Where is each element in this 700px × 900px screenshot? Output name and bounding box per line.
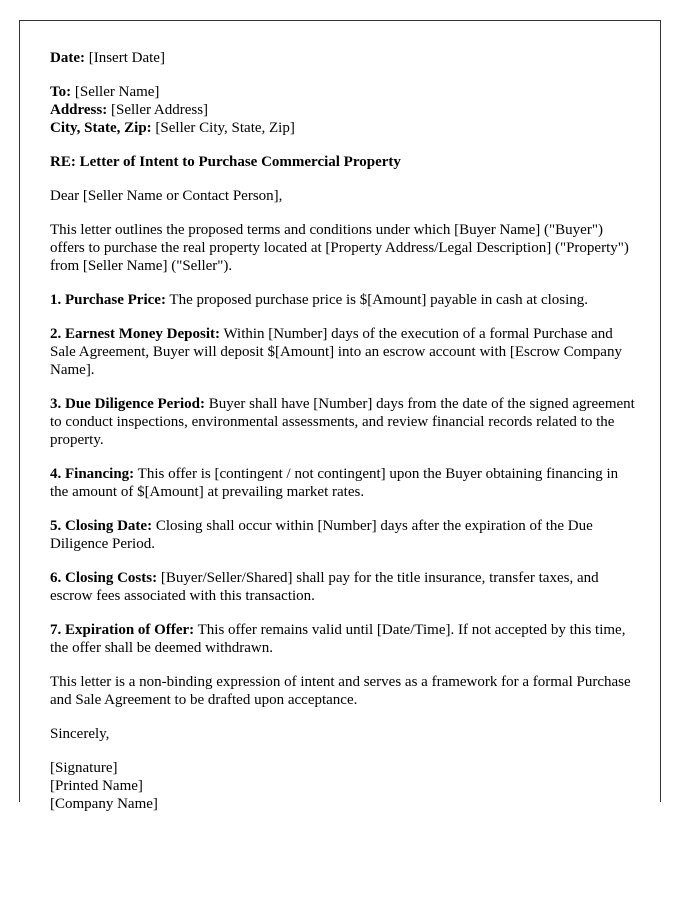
to-value: [Seller Name] bbox=[74, 84, 160, 100]
term-label: 2. Earnest Money Deposit: bbox=[50, 326, 220, 342]
date-line bbox=[50, 49, 636, 67]
term-due-diligence bbox=[50, 395, 636, 449]
term-text: [Buyer/Seller/Shared] shall pay for the title insurance, transfer taxes, and escrow fees associated with this transaction. bbox=[50, 570, 599, 604]
term-label: 7. Expiration of Offer: bbox=[50, 622, 195, 638]
term-purchase-price bbox=[50, 291, 636, 309]
term-text: Within [Number] days of the execution of a formal Purchase and Sale Agreement, Buyer will deposit $[Amount] into an escrow account with [Escrow Company Name]. bbox=[50, 326, 622, 378]
term-label: 4. Financing: bbox=[50, 466, 135, 482]
address-label: Address: bbox=[50, 102, 108, 118]
date-value: [Insert Date] bbox=[88, 50, 165, 66]
city-line bbox=[50, 119, 636, 137]
term-closing-costs bbox=[50, 569, 636, 605]
address-value: [Seller Address] bbox=[110, 102, 209, 118]
to-label: To: bbox=[50, 84, 72, 100]
term-text: This offer is [contingent / not contingent] upon the Buyer obtaining financing in the amount of $[Amount] at prevailing market rates. bbox=[50, 466, 619, 500]
term-text: Closing shall occur within [Number] days after the expiration of the Due Diligence Period. bbox=[50, 518, 593, 552]
letter-body bbox=[50, 49, 636, 829]
term-text: The proposed purchase price is $[Amount] payable in cash at closing. bbox=[169, 292, 589, 308]
term-label: 1. Purchase Price: bbox=[50, 292, 166, 308]
term-earnest-money bbox=[50, 325, 636, 379]
subject-line: RE: Letter of Intent to Purchase Commercial Property bbox=[50, 154, 401, 170]
to-line bbox=[50, 83, 636, 101]
term-financing bbox=[50, 465, 636, 501]
signature-block bbox=[50, 759, 636, 813]
term-text: This offer remains valid until [Date/Time]. If not accepted by this time, the offer shall be deemed withdrawn. bbox=[50, 622, 626, 656]
recipient-block bbox=[50, 83, 636, 137]
company-name-line: [Company Name] bbox=[50, 796, 158, 812]
salutation: Dear [Seller Name or Contact Person], bbox=[50, 188, 283, 204]
term-label: 6. Closing Costs: bbox=[50, 570, 158, 586]
printed-name-line: [Printed Name] bbox=[50, 778, 143, 794]
term-label: 5. Closing Date: bbox=[50, 518, 153, 534]
letter-page bbox=[19, 20, 661, 812]
city-value: [Seller City, State, Zip] bbox=[155, 120, 295, 136]
signature-line: [Signature] bbox=[50, 760, 118, 776]
city-label: City, State, Zip: bbox=[50, 120, 152, 136]
term-label: 3. Due Diligence Period: bbox=[50, 396, 205, 412]
date-label: Date: bbox=[50, 50, 85, 66]
intro-paragraph: This letter outlines the proposed terms and conditions under which [Buyer Name] ("Buyer") offers to purchase the real property located at [Property Address/Legal Description] ("Property") from [Seller Name] ("Seller"). bbox=[50, 222, 629, 274]
signoff: Sincerely, bbox=[50, 726, 110, 742]
address-line bbox=[50, 101, 636, 119]
term-expiration bbox=[50, 621, 636, 657]
closing-paragraph: This letter is a non-binding expression of intent and serves as a framework for a formal Purchase and Sale Agreement to be drafted upon acceptance. bbox=[50, 674, 631, 708]
term-closing-date bbox=[50, 517, 636, 553]
term-text: Buyer shall have [Number] days from the date of the signed agreement to conduct inspections, environmental assessments, and review financial records related to the property. bbox=[50, 396, 635, 448]
